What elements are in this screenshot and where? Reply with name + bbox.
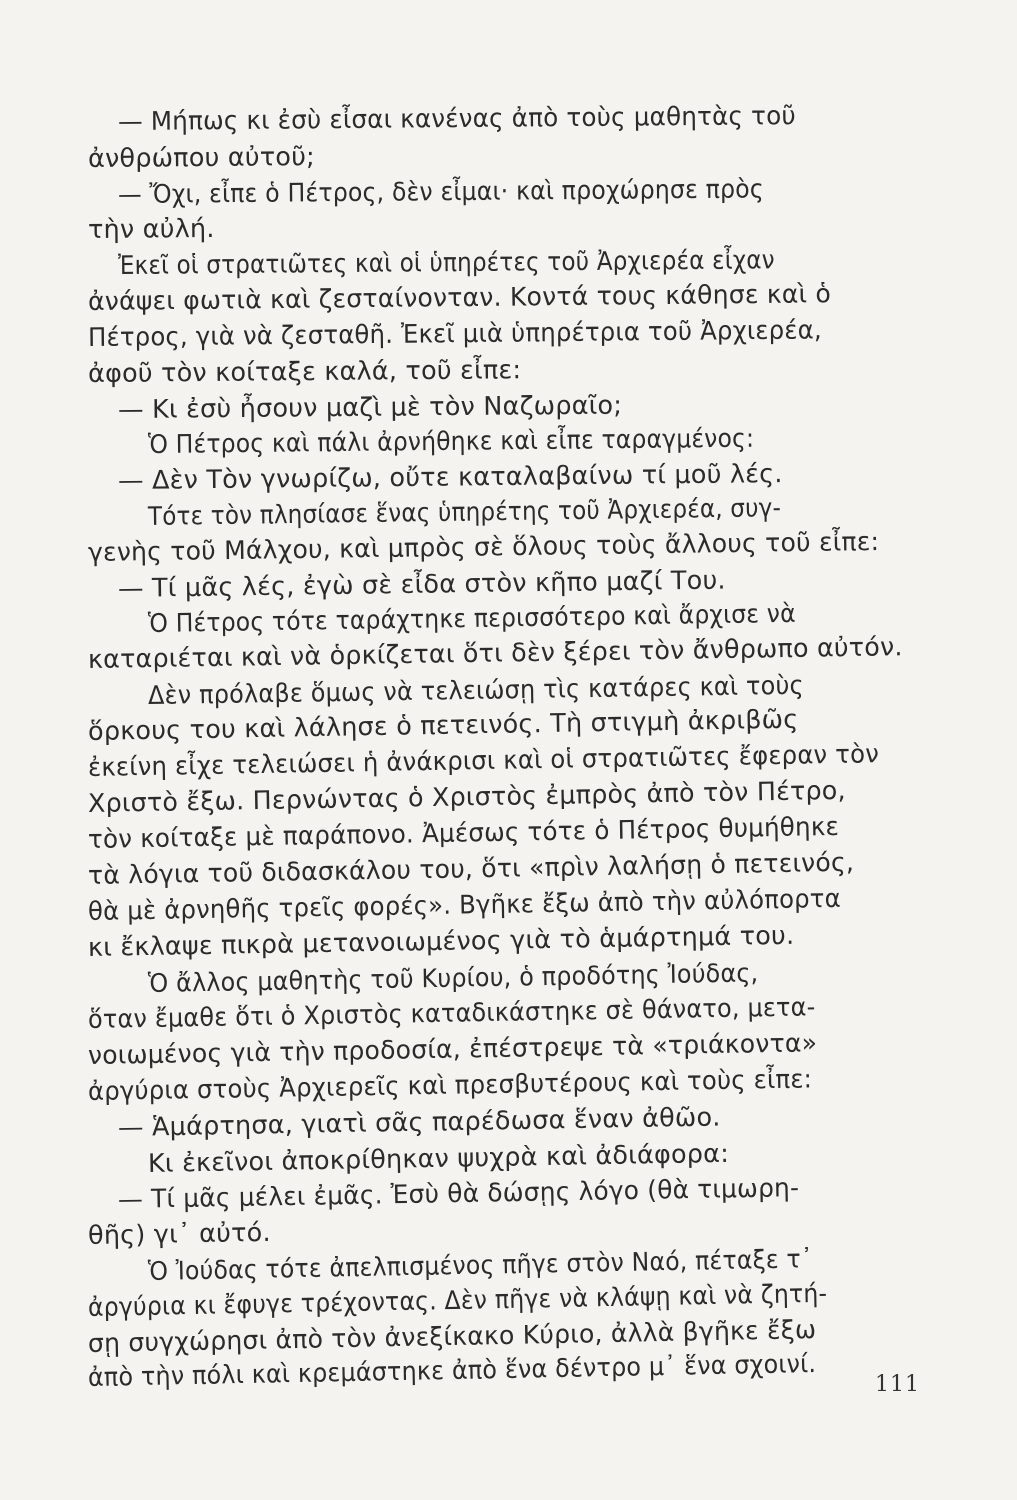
text-line: τὴν αὐλή. (87, 213, 215, 245)
text-line: Ὁ ἄλλος μαθητὴς τοῦ Κυρίου, ὁ προδότης Ἰούδας, (147, 958, 759, 999)
text-line: θὰ μὲ ἀρνηθῆς τρεῖς φορές». Βγῆκε ἔξω ἀπὸ τὴν αὐλόπορτα (87, 883, 842, 927)
text-line: Ὁ Πέτρος καὶ πάλι ἀρνήθηκε καὶ εἶπε ταραγμένος: (147, 423, 755, 460)
text-line: ὅταν ἔμαθε ὅτι ὁ Χριστὸς καταδικάστηκε σὲ θάνατο, μετα- (87, 992, 816, 1035)
text-line: — Ἁμάρτησα, γιατὶ σᾶς παρέδωσα ἕναν ἀθῶο. (117, 1102, 721, 1143)
text-line: γενὴς τοῦ Μάλχου, καὶ μπρὸς σὲ ὅλους τοὺς ἄλλους τοῦ εἶπε: (87, 526, 880, 568)
text-line: νοιωμένος γιὰ τὴν προδοσία, ἐπέστρεψε τὰ «τριάκοντα» (87, 1028, 818, 1071)
text-line: τὰ λόγια τοῦ διδασκάλου του, ὅτι «πρὶν λαλήσῃ ὁ πετεινός, (87, 847, 855, 891)
text-line: Πέτρος, γιὰ νὰ ζεσταθῆ. Ἐκεῖ μιὰ ὑπηρέτρια τοῦ Ἀρχιερέα, (87, 315, 823, 353)
text-line: ἀργύρια κι ἔφυγε τρέχοντας. Δὲν πῆγε νὰ κλάψῃ καὶ νὰ ζητή- (87, 1278, 828, 1323)
text-line: κι ἔκλαψε πικρὰ μετανοιωμένος γιὰ τὸ ἁμάρτημά του. (87, 920, 795, 963)
text-line: ἀφοῦ τὸν κοίταξε καλά, τοῦ εἶπε: (87, 355, 522, 389)
text-line: — Κι ἐσὺ ἦσουν μαζὶ μὲ τὸν Ναζωραῖο; (117, 390, 623, 425)
text-line: Κι ἐκεῖνοι ἀποκρίθηκαν ψυχρὰ καὶ ἀδιάφορα: (147, 1138, 730, 1179)
text-line: ἀνθρώπου αὐτοῦ; (87, 142, 315, 174)
text-line: Ὁ Ἰούδας τότε ἀπελπισμένος πῆγε στὸν Ναό, πέταξε τ᾽ (147, 1244, 814, 1287)
text-line: — Ὄχι, εἶπε ὁ Πέτρος, δὲν εἶμαι· καὶ προχώρησε πρὸς (117, 174, 765, 210)
text-line: ἐκείνη εἶχε τελειώσει ἡ ἀνάκρισι καὶ οἱ στρατιῶτες ἔφεραν τὸν (87, 739, 880, 783)
text-line: θῆς) γι᾽ αὐτό. (87, 1217, 272, 1251)
text-line: ἀνάψει φωτιὰ καὶ ζεσταίνονταν. Κοντά τους κάθησε καὶ ὁ (87, 279, 832, 317)
text-line: Δὲν πρόλαβε ὅμως νὰ τελειώσῃ τὶς κατάρες καὶ τοὺς (147, 670, 805, 711)
page-number: 111 (875, 1372, 920, 1397)
text-line: — Δὲν Τὸν γνωρίζω, οὔτε καταλαβαίνω τί μοῦ λές. (117, 459, 783, 496)
text-line: — Τί μᾶς μέλει ἐμᾶς. Ἐσὺ θὰ δώσῃς λόγο (θὰ τιμωρη- (117, 1173, 800, 1215)
text-line: — Μήπως κι ἐσὺ εἶσαι κανένας ἀπὸ τοὺς μαθητὰς τοῦ (117, 101, 796, 137)
text-line: τὸν κοίταξε μὲ παράπονο. Ἀμέσως τότε ὁ Πέτρος θυμήθηκε (87, 811, 840, 855)
text-line: σῃ συγχώρησι ἀπὸ τὸν ἀνεξίκακο Κύριο, ἀλλὰ βγῆκε ἔξω (87, 1315, 817, 1359)
text-line: ἀπὸ τὴν πόλι καὶ κρεμάστηκε ἀπὸ ἕνα δέντρο μ᾽ ἕνα σχοινί. (87, 1349, 817, 1393)
text-line: Χριστὸ ἔξω. Περνώντας ὁ Χριστὸς ἐμπρὸς ἀπὸ τὸν Πέτρο, (87, 775, 847, 819)
text-line: Ὁ Πέτρος τότε ταράχτηκε περισσότερο καὶ ἄρχισε νὰ (147, 598, 796, 639)
text-line: — Τί μᾶς λές, ἐγὼ σὲ εἶδα στὸν κῆπο μαζί Του. (117, 565, 726, 604)
text-line: ἀργύρια στοὺς Ἀρχιερεῖς καὶ πρεσβυτέρους καὶ τοὺς εἶπε: (87, 1064, 813, 1107)
text-line: Ἐκεῖ οἱ στρατιῶτες καὶ οἱ ὑπηρέτες τοῦ Ἀρχιερέα εἶχαν (117, 245, 775, 281)
text-line: Τότε τὸν πλησίασε ἕνας ὑπηρέτης τοῦ Ἀρχιερέα, συγ- (147, 493, 782, 532)
text-line: ὅρκους του καὶ λάλησε ὁ πετεινός. Τὴ στιγμὴ ἀκριβῶς (87, 704, 799, 747)
text-line: καταριέται καὶ νὰ ὁρκίζεται ὅτι δὲν ξέρει τὸν ἄνθρωπο αὐτόν. (87, 632, 903, 675)
